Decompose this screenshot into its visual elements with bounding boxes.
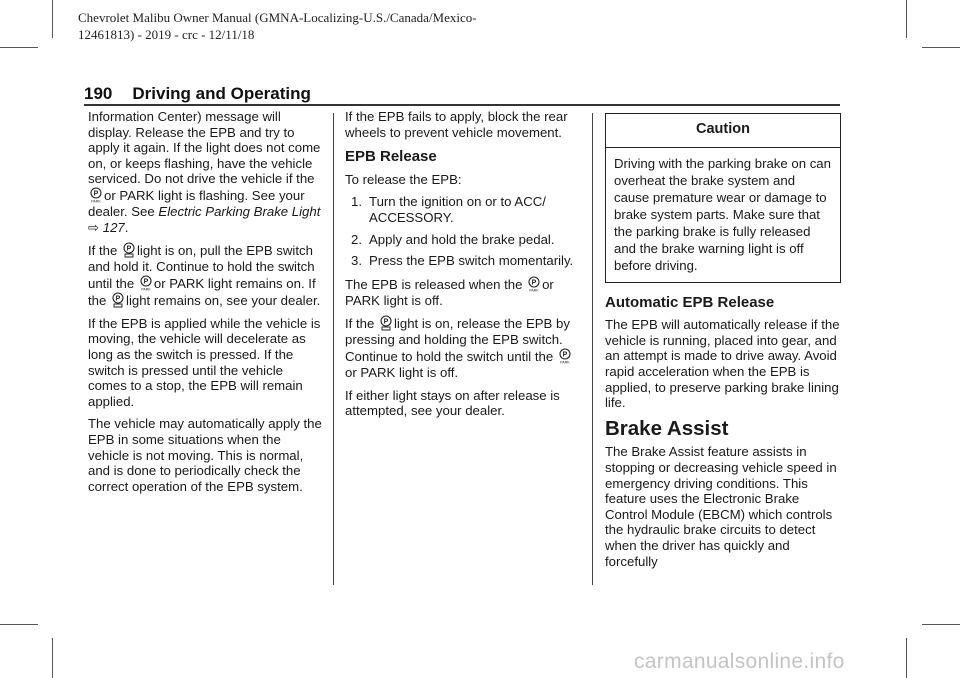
list-item [345, 253, 577, 269]
step-number: 1. [351, 194, 362, 210]
paragraph: If the EPB fails to apply, block the rear wheels to prevent vehicle movement. [345, 109, 568, 140]
epb-service-icon [111, 292, 125, 309]
paragraph: The Brake Assist feature assists in stopping or decreasing vehicle speed in emergency driving conditions. This feature uses the Electronic Brake Control Module (EBCM) which controls the hydraulic brake circuits to detect when the driver has quickly and forcefully [605, 444, 837, 569]
step-text: Turn the ignition on or to ACC/ ACCESSORY. [369, 194, 546, 225]
page-heading [84, 84, 311, 104]
park-brake-icon [558, 348, 572, 365]
paragraph: To release the EPB: [345, 171, 462, 187]
text: or PARK light is flashing. See your dealer. See [88, 187, 305, 219]
column-2 [345, 109, 577, 426]
text: Information Center) message will display. Release the EPB and try to apply it again. If the light does not come on, or keeps flashing, have the vehicle serviced. Do not drive the vehicle if the [88, 109, 321, 187]
release-steps-list [345, 194, 577, 268]
paragraph [345, 315, 577, 380]
page-number: 190 [84, 84, 113, 103]
park-brake-icon [89, 187, 103, 204]
paragraph: If either light stays on after release is attempted, see your dealer. [345, 387, 560, 419]
text: or PARK light is off. [345, 364, 459, 380]
caution-box [605, 113, 841, 283]
column-1 [88, 109, 324, 501]
paragraph: The vehicle may automatically apply the EPB in some situations when the vehicle is not moving. This is normal, and is done to periodically check the correct operation of the EPB system. [88, 416, 322, 494]
text: The EPB is released when the [345, 276, 523, 292]
paragraph [88, 242, 324, 309]
crop-mark [0, 624, 38, 625]
column-divider [592, 113, 593, 585]
epb-service-icon [122, 242, 136, 259]
crop-mark [52, 638, 53, 678]
crop-mark [906, 0, 907, 38]
paragraph: Information Center) message will display. Release the EPB and try to apply it again. If the light does not come on, or keeps flashing, have the vehicle serviced. Do not drive the vehicle if the or PARK light is flashing. See your dealer. See Electric Parking Brake Light ⇨ 127. [88, 109, 321, 235]
cross-reference-link[interactable]: Electric Parking Brake Light [158, 203, 321, 219]
heading-rule [84, 104, 840, 106]
crop-mark [922, 47, 960, 48]
section-heading-brake-assist: Brake Assist [605, 416, 729, 440]
crop-mark [52, 0, 53, 38]
page-reference-icon: ⇨ [88, 219, 100, 235]
list-item [345, 232, 577, 248]
step-number: 2. [351, 231, 362, 247]
caution-body: Driving with the parking brake on can overheat the brake system and cause premature wear or damage to brake system parts. Make sure that the parking brake is fully released and the brake warning light is off before driving. [614, 155, 831, 273]
paragraph: The EPB will automatically release if the vehicle is running, placed into gear, and an attempt is made to drive away. Avoid rapid acceleration when the EPB is applied, to preserve parking brake lining life. [605, 317, 840, 411]
subheading-epb-release: EPB Release [345, 148, 437, 166]
epb-service-icon [379, 315, 393, 332]
text: light is on, release the EPB by pressing and holding the EPB switch. Continue to hold the switch until the [345, 316, 570, 364]
text: light is on, pull the EPB switch and hold it. Continue to hold the switch until the [88, 243, 315, 291]
reference-page-number[interactable]: 127 [102, 219, 125, 235]
watermark: carmanualsonline.info [634, 650, 845, 673]
section-title: Driving and Operating [132, 84, 311, 103]
column-divider [333, 113, 334, 585]
crop-mark [906, 638, 907, 678]
header-line-2: 12461813) - 2019 - crc - 12/11/18 [78, 27, 255, 42]
text: or PARK light is off. [345, 276, 554, 308]
header-line-1: Chevrolet Malibu Owner Manual (GMNA-Localizing-U.S./Canada/Mexico- [78, 10, 477, 25]
text: or PARK light remains on. If the [88, 275, 316, 308]
step-number: 3. [351, 253, 362, 269]
paragraph [345, 276, 577, 309]
step-text: Apply and hold the brake pedal. [369, 231, 555, 247]
crop-mark [922, 624, 960, 625]
crop-mark [0, 47, 38, 48]
subheading-automatic-epb-release: Automatic EPB Release [605, 293, 775, 311]
caution-title: Caution [606, 114, 840, 148]
text: light remains on, see your dealer. [126, 292, 321, 308]
step-text: Press the EPB switch momentarily. [369, 253, 574, 269]
document-header [78, 9, 477, 43]
list-item [345, 194, 577, 225]
park-brake-icon [527, 276, 541, 293]
text: If the [345, 316, 375, 332]
text: If the [88, 243, 118, 259]
park-brake-icon [139, 275, 153, 292]
column-3 [605, 109, 841, 576]
paragraph: If the EPB is applied while the vehicle is moving, the vehicle will decelerate as long as the switch is pressed. If the switch is pressed until the vehicle comes to a stop, the EPB will remain applied. [88, 315, 321, 409]
